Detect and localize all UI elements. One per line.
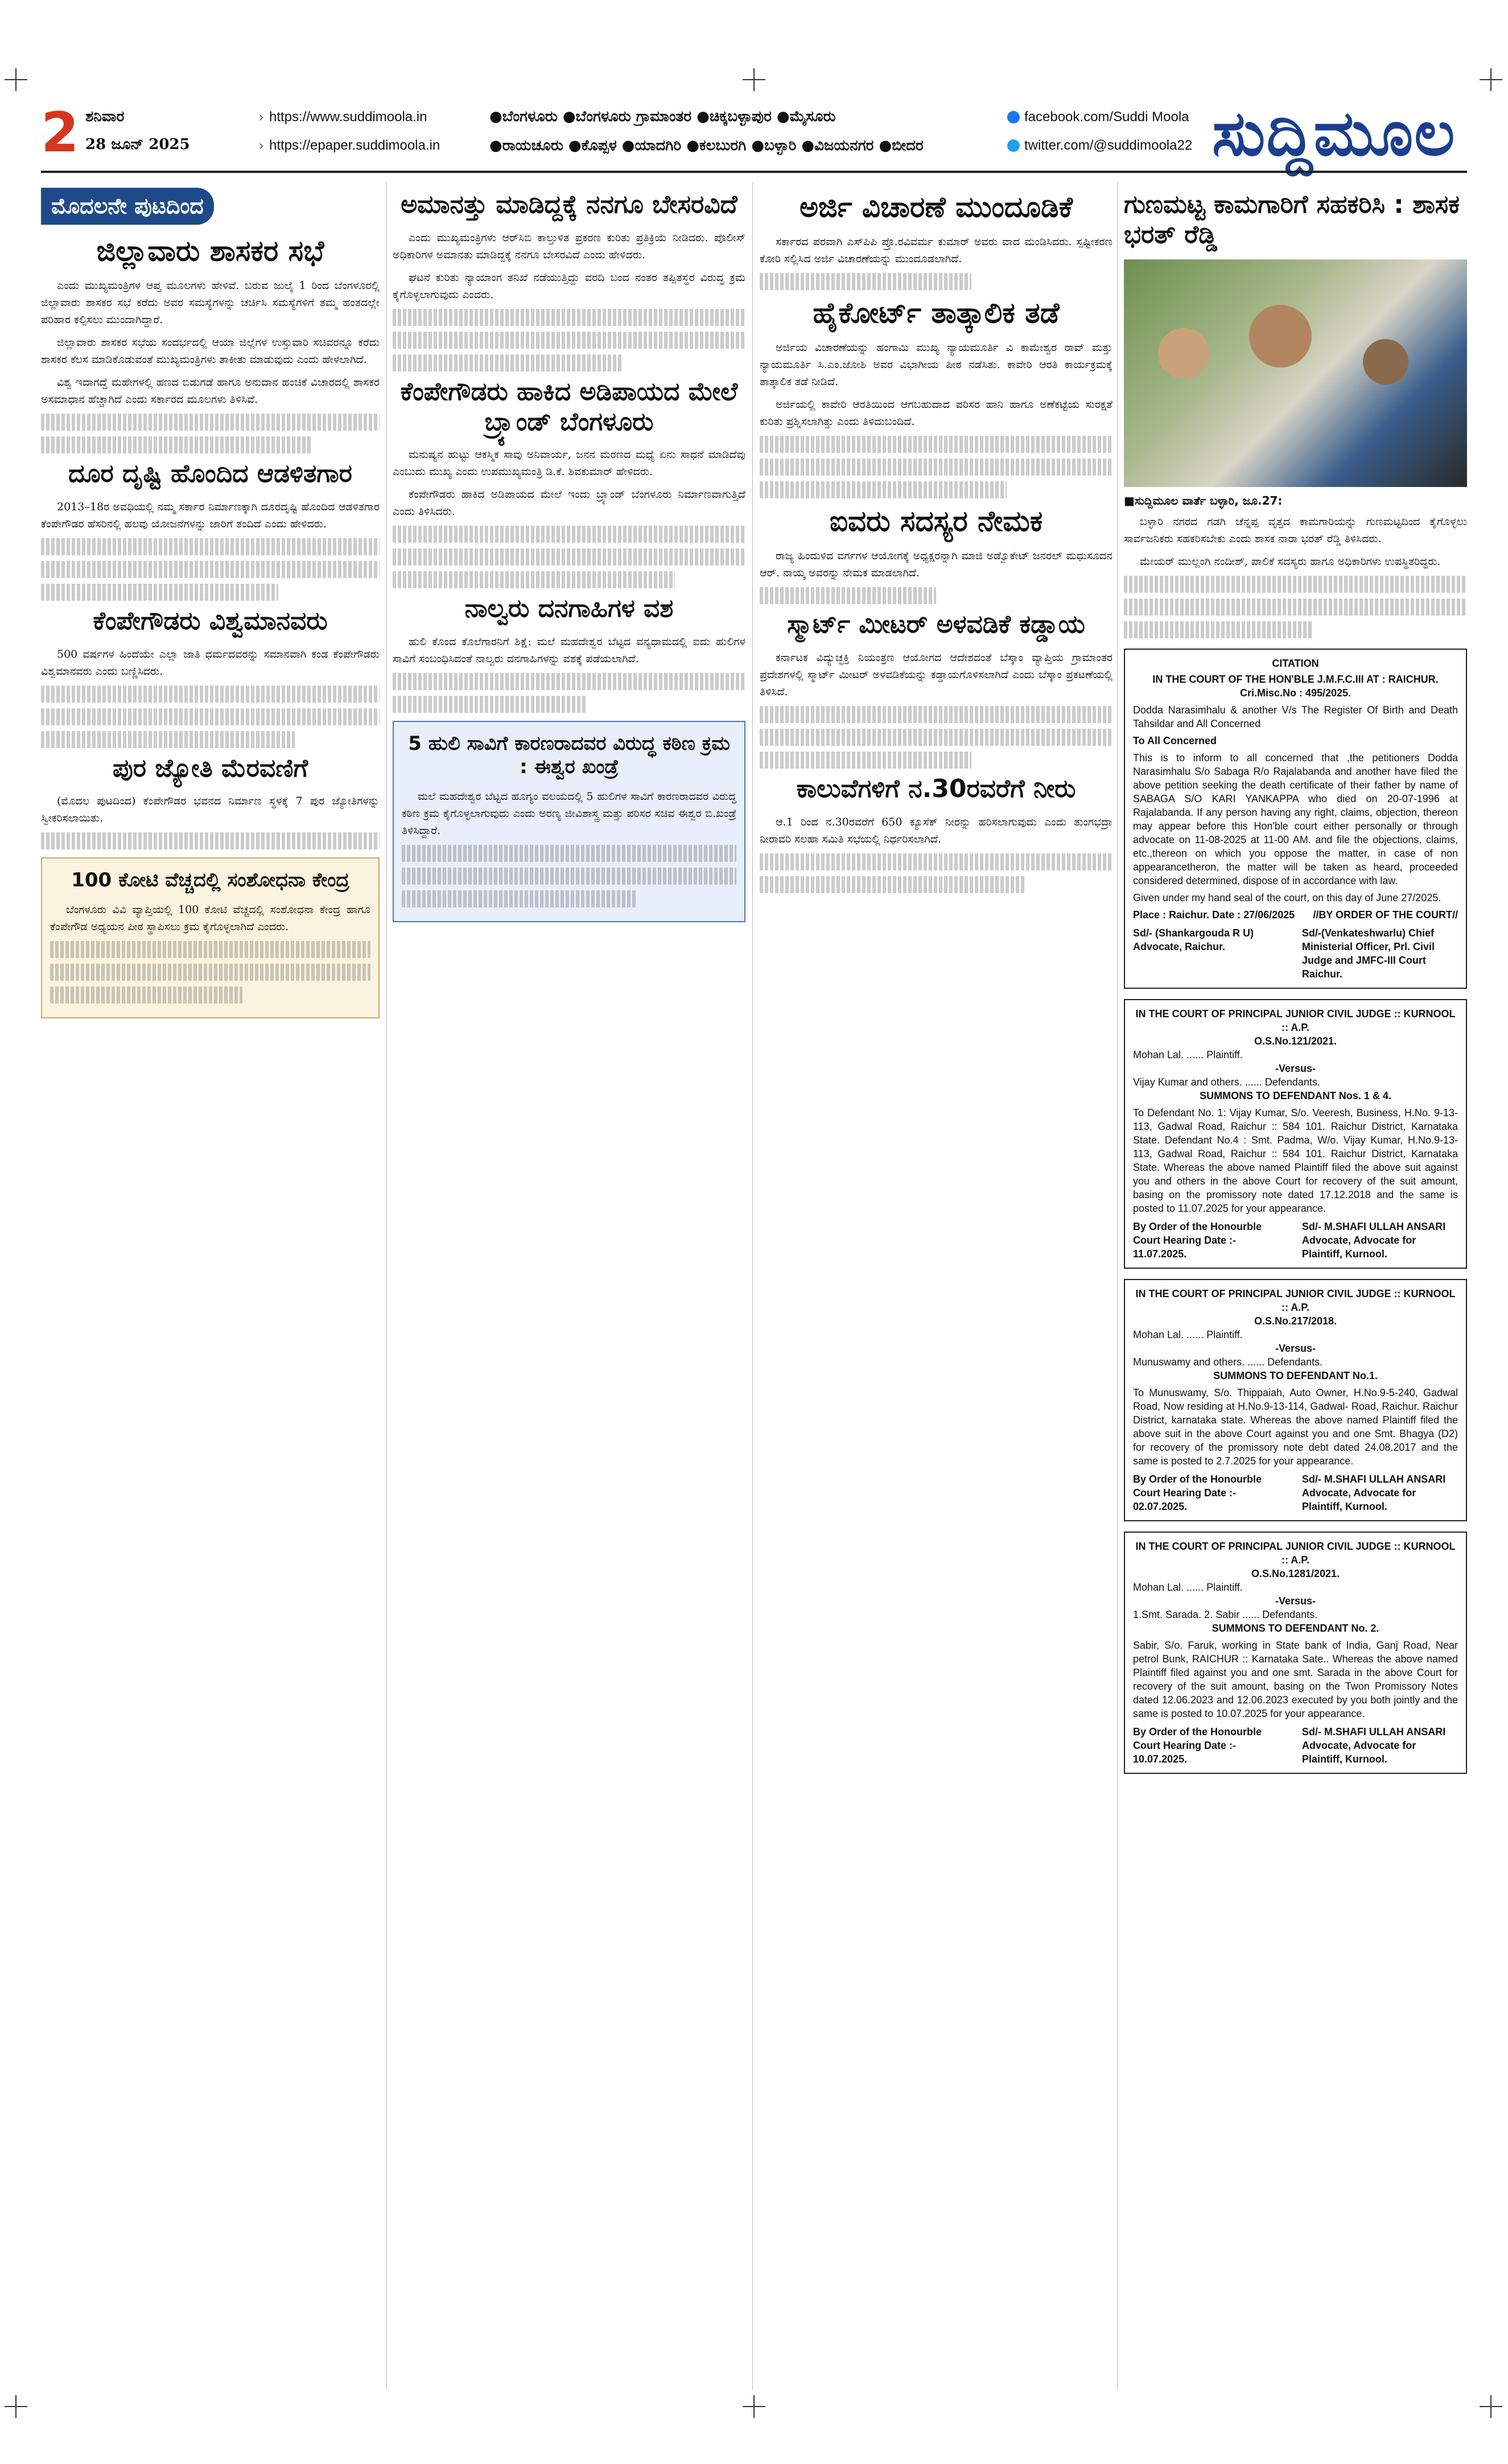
header-rule [41, 171, 1467, 173]
box-headline: 100 ಕೋಟಿ ವೆಚ್ಚದಲ್ಲಿ ಸಂಶೋಧನಾ ಕೇಂದ್ರ [71, 869, 349, 892]
signature-right: Sd/-(Venkateshwarlu) Chief Ministerial Officer, Prl. Civil Judge and JMFC-III Court Raichur. [1301, 927, 1435, 980]
notice-parties: Dodda Narasimhalu & another V/s The Register Of Birth and Death Tahsildar and All Concerned [1133, 704, 1458, 729]
notice-signatures [1133, 1472, 1458, 1513]
headline: ಕೆಂಪೇಗೌಡರು ವಿಶ್ವಮಾನವರು [93, 606, 328, 635]
text-filler [760, 876, 1024, 893]
website-link[interactable]: https://www.suddimoola.in [269, 109, 427, 125]
text-filler [393, 571, 675, 588]
text-filler [393, 526, 745, 543]
headline: ಪುರ ಜ್ಯೋತಿ ಮೆರವಣಿಗೆ [112, 753, 308, 783]
notice-court: IN THE COURT OF PRINCIPAL JUNIOR CIVIL JUDGE :: KURNOOL :: A.P. [1135, 1008, 1456, 1033]
notice-plaintiff: Mohan Lal. ...... Plaintiff. [1133, 1049, 1243, 1060]
newspaper-logo: ಸುದ್ದಿಮೂಲ [1212, 97, 1456, 170]
signature-right: Sd/- M.SHAFI ULLAH ANSARI Advocate, Advocate for Plaintiff, Kurnool. [1301, 1473, 1446, 1512]
notice-versus: -Versus- [1275, 1342, 1316, 1354]
text-filler [50, 987, 242, 1004]
text-filler [760, 729, 1113, 746]
notice-summons: SUMMONS TO DEFENDANT No.1. [1213, 1369, 1378, 1381]
chevron-right-icon: › [259, 138, 263, 153]
article-text: ಹುಲಿ ಕೊಂದ ಕೊಲೆಗಾರನಿಗೆ ಶಿಕ್ಷೆ: ಮಲೆ ಮಹದೇಶ್ವರ ಬೆಟ್ಟದ ವನ್ಯಧಾಮದಲ್ಲಿ ಐದು ಹುಲಿಗಳ ಸಾವಿಗೆ ಸಂಬಂಧಿಸಿದಂತೆ ನಾಲ್ವರು ದನಗಾಹಿಗಳನ್ನು ವಶಕ್ಕೆ ಪಡೆಯಲಾಗಿದೆ. [393, 635, 745, 666]
headline: ಜಿಲ್ಲಾವಾರು ಶಾಸಕರ ಸಭೆ [96, 234, 324, 267]
text-filler [1124, 599, 1467, 616]
issue-date [85, 108, 233, 164]
legal-notice [1124, 999, 1467, 1269]
notice-versus: -Versus- [1275, 1062, 1316, 1074]
highlight-box [393, 721, 745, 922]
text-filler [41, 538, 380, 555]
headline: ಕೆಂಪೇಗೌಡರು ಹಾಕಿದ ಅಡಿಪಾಯದ ಮೇಲೆ ಬ್ರ್ಯಾಂಡ್ ಬೆಂಗಳೂರು [400, 377, 738, 436]
epaper-link[interactable]: https://epaper.suddimoola.in [269, 138, 440, 153]
crop-mark [5, 2395, 27, 2418]
cities-row: ●ರಾಯಚೂರು ●ಕೊಪ್ಪಳ ●ಯಾದಗಿರಿ ●ಕಲಬುರಗಿ ●ಬಳ್ಳಾರಿ ●ವಿಜಯನಗರ ●ಬೀದರ [489, 137, 924, 154]
article-text: 500 ವರ್ಷಗಳ ಹಿಂದೆಯೇ ಎಲ್ಲಾ ಜಾತಿ ಧರ್ಮದವರನ್ನು ಸಮಾನವಾಗಿ ಕಂಡ ಕೆಂಪೇಗೌಡರು ವಿಶ್ವಮಾನವರು ಎಂದು ಬಣ್ಣಿಸಿದರು. [41, 647, 380, 678]
text-filler [760, 752, 971, 769]
notice-given: Given under my hand seal of the court, on this day of June 27/2025. [1133, 892, 1441, 903]
article-text: ಆ.1 ರಿಂದ ನ.30ರವರೆಗೆ 650 ಕ್ಯೂಸೆಕ್ ನೀರನ್ನು ಹರಿಸಲಾಗುವುದು ಎಂದು ತುಂಗಭದ್ರಾ ನೀರಾವರಿ ಸಲಹಾ ಸಮಿತಿ ಸಭೆಯಲ್ಲಿ ನಿರ್ಧರಿಸಲಾಗಿದೆ. [760, 815, 1113, 845]
text-filler [393, 332, 745, 349]
box-text: ಮಲೆ ಮಹದೇಶ್ವರ ಬೆಟ್ಟದ ಹೂಗ್ಯಂ ವಲಯದಲ್ಲಿ 5 ಹುಲಿಗಳ ಸಾವಿಗೆ ಕಾರಣರಾದವರ ವಿರುದ್ಧ ಕಠಿಣ ಕ್ರಮ ಕೈಗೊಳ್ಳಲಾಗುವುದು ಎಂದು ಅರಣ್ಯ ಜೀವಿಶಾಸ್ತ್ರ ಮತ್ತು ಪರಿಸರ ಸಚಿವ ಈಶ್ವರ ಬಿ.ಖಂಡ್ರೆ ತಿಳಿಸಿದ್ದಾರೆ. [402, 790, 736, 837]
section-kicker: ಮೊದಲನೇ ಪುಟದಿಂದ [41, 188, 214, 225]
notice-addressee: To All Concerned [1133, 734, 1217, 746]
text-filler [41, 436, 312, 453]
notice-plaintiff: Mohan Lal. ...... Plaintiff. [1133, 1328, 1243, 1340]
text-filler [41, 561, 380, 578]
legal-notice [1124, 1532, 1467, 1774]
text-filler [393, 354, 622, 372]
column-1 [41, 188, 380, 1018]
article-text: ಅರ್ಜಿಯಲ್ಲಿ ಕಾವೇರಿ ಆರತಿಯಿಂದ ಆಗಬಹುದಾದ ಪರಿಸರ ಹಾನಿ ಹಾಗೂ ಅಣೆಕಟ್ಟೆಯ ಸುರಕ್ಷತೆ ಕುರಿತು ಪ್ರಶ್ನಿಸಲಾಗಿತ್ತು ಎಂದು ತಿಳಿದುಬಂದಿದೆ. [760, 398, 1113, 428]
text-filler [393, 696, 587, 713]
article-text: ಎಂದು ಮುಖ್ಯಮಂತ್ರಿಗಳು ಆರ್‌ಸಿಬಿ ಕಾಲ್ತುಳಿತ ಪ್ರಕರಣ ಕುರಿತು ಪ್ರತಿಕ್ರಿಯೆ ನೀಡಿದರು. ಪೊಲೀಸ್ ಅಧಿಕಾರಿಗಳ ಅಮಾನತು ಮಾಡಿದ್ದಕ್ಕೆ ನನಗೂ ಬೇಸರವಿದೆ ಎಂದು ಹೇಳಿದರು. [393, 231, 745, 261]
article-text: ಅರ್ಜಿಯ ವಿಚಾರಣೆಯನ್ನು ಹಂಗಾಮಿ ಮುಖ್ಯ ನ್ಯಾಯಮೂರ್ತಿ ವಿ ಕಾಮೇಶ್ವರ ರಾವ್ ಮತ್ತು ನ್ಯಾಯಮೂರ್ತಿ ಸಿ.ಎಂ.ಜೋಶಿ ಅವರ ವಿಭಾಗೀಯ ಪೀಠ ನಡೆಸಿತು. ಕಾವೇರಿ ಆರತಿ ಕಾರ್ಯಕ್ರಮಕ್ಕೆ ತಾತ್ಕಾಲಿಕ ತಡೆ ನೀಡಿದೆ. [760, 341, 1113, 388]
signature-left: By Order of the Honourble Court Hearing Date :- 11.07.2025. [1133, 1220, 1262, 1260]
column-divider [752, 182, 753, 2389]
crop-mark [743, 68, 765, 91]
crop-mark [743, 2395, 765, 2418]
text-filler [1124, 621, 1313, 638]
text-filler [1124, 576, 1467, 593]
article-text: 2013–18ರ ಅವಧಿಯಲ್ಲಿ ನಮ್ಮ ಸರ್ಕಾರ ನಿರ್ಮಾಣಕ್ಕಾಗಿ ದೂರದೃಷ್ಟಿ ಹೊಂದಿದ ಆಡಳಿತಗಾರ ಕೆಂಪೇಗೌಡರ ಹೆಸರಿನಲ್ಲಿ ಹಲವು ಯೋಜನೆಗಳನ್ನು ಜಾರಿಗೆ ತಂದಿದೆ ಎಂದು ಹೇಳಿದರು. [41, 500, 380, 530]
edition-cities [489, 108, 1019, 166]
text-filler [760, 853, 1113, 870]
notice-defendants: Vijay Kumar and others. ...... Defendants. [1133, 1076, 1320, 1088]
article-text: ಕೆಂಪೇಗೌಡರು ಹಾಕಿದ ಅಡಿಪಾಯದ ಮೇಲೆ ಇಂದು ಬ್ರ್ಯಾಂಡ್ ಬೆಂಗಳೂರು ನಿರ್ಮಾಣವಾಗುತ್ತಿದೆ ಎಂದು ತಿಳಿಸಿದರು. [393, 488, 745, 518]
text-filler [402, 845, 736, 862]
notice-case: O.S.No.121/2021. [1254, 1035, 1337, 1047]
article-text: ಜಿಲ್ಲಾವಾರು ಶಾಸಕರ ಸಭೆಯ ಸಂದರ್ಭದಲ್ಲಿ ಆಯಾ ಜಿಲ್ಲೆಗಳ ಉಸ್ತುವಾರಿ ಸಚಿವರನ್ನೂ ಕರೆದು ಶಾಸಕರ ಕೆಲಸ ಮಾಡಿಕೊಡುವಂತೆ ಮುಖ್ಯಮಂತ್ರಿಗಳು ತಾಕೀತು ಮಾಡುವುದು ಎಂದು ಹೇಳಲಾಗಿದೆ. [41, 336, 380, 366]
column-4 [1124, 188, 1467, 1774]
notice-defendants: 1.Smt. Sarada. 2. Sabir ...... Defendants. [1133, 1608, 1318, 1620]
notice-plaintiff: Mohan Lal. ...... Plaintiff. [1133, 1581, 1243, 1593]
notice-title: CITATION [1272, 657, 1319, 669]
page-number: 2 [41, 101, 79, 164]
headline: ಅರ್ಜಿ ವಿಚಾರಣೆ ಮುಂದೂಡಿಕೆ [800, 191, 1073, 224]
notice-court: IN THE COURT OF PRINCIPAL JUNIOR CIVIL JUDGE :: KURNOOL :: A.P. [1135, 1540, 1456, 1566]
facebook-icon [1007, 111, 1020, 123]
column-3 [760, 188, 1113, 899]
legal-notice [1124, 649, 1467, 989]
headline: ಐವರು ಸದಸ್ಯರ ನೇಮಕ [829, 505, 1043, 538]
person-figure [1158, 328, 1209, 379]
article-text: ಬಳ್ಳಾರಿ ನಗರದ ಗಡಗಿ ಚೆನ್ನಪ್ಪ ವೃತ್ತದ ಕಾಮಗಾರಿಯನ್ನು ಗುಣಮಟ್ಟದಿಂದ ಕೈಗೊಳ್ಳಲು ಸಾರ್ವಜನಿಕರು ಸಹಕರಿಸಬೇಕು ಎಂದು ಶಾಸಕ ನಾರಾ ಭರತ್ ರೆಡ್ಡಿ ತಿಳಿಸಿದರು. [1124, 515, 1467, 545]
article-text: ಎಂದು ಮುಖ್ಯಮಂತ್ರಿಗಳ ಆಪ್ತ ಮೂಲಗಳು ಹೇಳಿವೆ. ಬರುವ ಜುಲೈ 1 ರಿಂದ ಬೆಂಗಳೂರಲ್ಲಿ ಜಿಲ್ಲಾವಾರು ಶಾಸಕರ ಸಭೆ ಕರೆದು ಅವರ ಸಮಸ್ಯೆಗಳನ್ನು ಚರ್ಚಿಸಿ ಸಮಸ್ಯೆಗಳಿಗೆ ತಮ್ಮ ಹಂತದಲ್ಲೇ ಪರಿಹಾರ ಕಲ್ಪಿಸಲು ಮುಂದಾಗಿದ್ದಾರೆ. [41, 279, 380, 326]
headline: ಕಾಲುವೆಗಳಿಗೆ ನ.30ರವರೆಗೆ ನೀರು [796, 774, 1076, 803]
text-filler [41, 708, 380, 725]
signature-left: By Order of the Honourble Court Hearing Date :- 10.07.2025. [1133, 1726, 1262, 1765]
headline: ಸ್ಮಾರ್ಟ್ ಮೀಟರ್ ಅಳವಡಿಕೆ ಕಡ್ಡಾಯ [787, 610, 1085, 639]
article-text: ರಾಜ್ಯ ಹಿಂದುಳಿದ ವರ್ಗಗಳ ಆಯೋಗಕ್ಕೆ ಅಧ್ಯಕ್ಷರನ್ನಾಗಿ ಮಾಜಿ ಅಡ್ವೊಕೇಟ್ ಜನರಲ್ ಮಧುಸೂದನ ಆರ್. ನಾಯ್ಕ ಅವರನ್ನು ನೇಮಕ ಮಾಡಲಾಗಿದೆ. [760, 550, 1113, 579]
text-filler [393, 548, 745, 566]
notice-signatures [1133, 926, 1458, 981]
notice-summons: SUMMONS TO DEFENDANT Nos. 1 & 4. [1200, 1089, 1391, 1101]
text-filler [760, 459, 1113, 476]
article-text: (ಮೊದಲ ಪುಟದಿಂದ) ಕೆಂಪೇಗೌಡರ ಭವನದ ನಿರ್ಮಾಣ ಸ್ಥಳಕ್ಕೆ 7 ಪುರ ಜ್ಯೋತಿಗಳನ್ನು ಸ್ವೀಕರಿಸಲಾಯಿತು. [41, 795, 380, 825]
news-photo [1124, 259, 1467, 487]
text-filler [402, 868, 736, 885]
signature-right: Sd/- M.SHAFI ULLAH ANSARI Advocate, Advocate for Plaintiff, Kurnool. [1301, 1726, 1446, 1765]
person-figure [1249, 305, 1312, 368]
text-filler [760, 481, 1007, 498]
text-filler [760, 706, 1113, 723]
date: 28 ಜೂನ್ 2025 [85, 136, 190, 153]
crop-mark [1480, 68, 1502, 91]
notice-versus: -Versus- [1275, 1595, 1316, 1607]
text-filler [402, 890, 636, 907]
person-figure [1363, 339, 1408, 385]
headline: ಅಮಾನತ್ತು ಮಾಡಿದ್ದಕ್ಕೆ ನನಗೂ ಬೇಸರವಿದೆ [401, 190, 737, 219]
signature-left: Sd/- (Shankargouda R U) Advocate, Raichur. [1133, 927, 1254, 952]
article-text: ವಿಶ್ವ ಇದಾಗದ್ದೆ ಮಹೇಗಳಲ್ಲಿ ಹಣದ ಬಿಡುಗಡೆ ಹಾಗೂ ಅನುದಾನ ಹಂಚಿಕೆ ವಿಚಾರದಲ್ಲಿ ಶಾಸಕರ ಅಸಮಾಧಾನ ಹೆಚ್ಚಾಗಿದೆ ಎಂದು ಸರ್ಕಾರದ ಮೂಲಗಳು ತಿಳಿಸಿವೆ. [41, 376, 380, 406]
signature-right: Sd/- M.SHAFI ULLAH ANSARI Advocate, Advocate for Plaintiff, Kurnool. [1301, 1220, 1446, 1260]
notice-body: To Munuswamy, S/o. Thippaiah, Auto Owner, H.No.9-5-240, Gadwal Road, Now residing at H.No.9-13-114, Gadwal- Road, Raichur. Raichur District, karnataka state. Whereas the above named Plaintiff filed the above suit in the above Court against you and one Smt. Bhagya (D2) for recovery of the promissory note debt dated 24.08.2017 and the same is posted to 2.7.2025 for your appearance. [1133, 1386, 1458, 1467]
article-text: ಮನುಷ್ಯನ ಹುಟ್ಟು ಆಕಸ್ಮಿಕ ಸಾವು ಅನಿವಾರ್ಯ, ಜನನ ಮರಣದ ಮಧ್ಯೆ ಏನು ಸಾಧನೆ ಮಾಡಿದೆವು ಎಂಬುದು ಮುಖ್ಯ ಎಂದು ಉಪಮುಖ್ಯಮಂತ್ರಿ ಡಿ.ಕೆ. ಶಿವಕುಮಾರ್ ಹೇಳಿದರು. [393, 448, 745, 478]
text-filler [760, 436, 1113, 453]
text-filler [393, 309, 745, 326]
text-filler [41, 686, 380, 703]
notice-case: O.S.No.1281/2021. [1251, 1567, 1340, 1579]
headline: ಗುಣಮಟ್ಟ ಕಾಮಗಾರಿಗೆ ಸಹಕರಿಸಿ : ಶಾಸಕ ಭರತ್ ರೆಡ್ಡಿ [1124, 190, 1460, 249]
text-filler [760, 587, 936, 604]
notice-order: //BY ORDER OF THE COURT// [1313, 909, 1458, 921]
notice-place: Place : Raichur. Date : 27/06/2025 [1133, 909, 1295, 921]
notice-body: To Defendant No. 1: Vijay Kumar, S/o. Veeresh, Business, H.No. 9-13-113, Gadwal Road, Raichur :: 584 101. Raichur District, Karnataka State. Defendant No.4 : Smt. Padma, W/o. Vijay Kumar, H.No.9-13-113, Gadwal Road, Raichur :: 584 101. Raichur District, Karnataka State. Whereas the above named Plaintiff filed the above suit against you and others in the above Court for recovery of the suit amount, basing on the promissory note dated 17.12.2018 and the same is posted to 11.07.2025 for your appearance. [1133, 1107, 1458, 1214]
article-text: ಮೇಯರ್ ಮುಲ್ಲಂಗಿ ನಂದೀಶ್, ಪಾಲಿಕೆ ಸದಸ್ಯರು ಹಾಗೂ ಅಧಿಕಾರಿಗಳು ಉಪಸ್ಥಿತರಿದ್ದರು. [1140, 555, 1441, 568]
photo-caption: ■ಸುದ್ದಿಮೂಲ ವಾರ್ತೆ ಬಳ್ಳಾರಿ, ಜೂ.27: [1124, 493, 1283, 507]
notice-court: IN THE COURT OF THE HON'BLE J.M.F.C.III AT : RAICHUR. [1152, 673, 1439, 685]
column-divider [1117, 182, 1118, 2389]
notice-signatures [1133, 1725, 1458, 1766]
headline: ನಾಲ್ವರು ದನಗಾಹಿಗಳ ವಶ [464, 594, 674, 624]
text-filler [41, 731, 295, 748]
notice-case: Cri.Misc.No : 495/2025. [1239, 687, 1352, 699]
signature-left: By Order of the Honourble Court Hearing Date :- 02.07.2025. [1133, 1473, 1262, 1512]
notice-case: O.S.No.217/2018. [1254, 1315, 1337, 1327]
notice-summons: SUMMONS TO DEFENDANT No. 2. [1212, 1622, 1379, 1634]
web-links [259, 109, 440, 166]
twitter-link[interactable]: twitter.com/@suddimoola22 [1024, 138, 1193, 153]
text-filler [50, 964, 370, 981]
article-text: ಘಟನೆ ಕುರಿತು ನ್ಯಾಯಾಂಗ ತನಿಖೆ ನಡೆಯುತ್ತಿದ್ದು ವರದಿ ಬಂದ ನಂತರ ತಪ್ಪಿತಸ್ಥರ ವಿರುದ್ಧ ಕ್ರಮ ಕೈಗೊಳ್ಳಲಾಗುವುದು ಎಂದರು. [393, 271, 745, 301]
social-links [1007, 109, 1192, 166]
text-filler [41, 584, 278, 601]
notice-court: IN THE COURT OF PRINCIPAL JUNIOR CIVIL JUDGE :: KURNOOL :: A.P. [1135, 1287, 1456, 1313]
facebook-link[interactable]: facebook.com/Suddi Moola [1024, 109, 1189, 125]
column-divider [386, 182, 387, 2389]
notice-body: Sabir, S/o. Faruk, working in State bank of India, Ganj Road, Near petrol Bunk, RAICHUR :: Karnataka Sate.. Whereas the above named Plaintiff filed against you and one smt. Sarada in the above Court for recovery of the suit amount, basing on the Twon Promissory Notes dated 12.06.2023 and 12.06.2023 executed by you both jointly and the same is posted to 10.07.2025 for your appearance. [1133, 1639, 1458, 1719]
notice-signatures [1133, 1220, 1458, 1261]
text-filler [393, 673, 745, 690]
legal-notice [1124, 1279, 1467, 1521]
text-filler [50, 941, 370, 958]
twitter-icon [1007, 139, 1020, 152]
notice-footer [1133, 908, 1458, 922]
column-2 [393, 188, 745, 922]
box-headline: 5 ಹುಲಿ ಸಾವಿಗೆ ಕಾರಣರಾದವರ ವಿರುದ್ಧ ಕಠಿಣ ಕ್ರಮ : ಈಶ್ವರ ಖಂಡ್ರೆ [408, 732, 730, 778]
box-text: ಬೆಂಗಳೂರು ವಿವಿ ವ್ಯಾಪ್ತಿಯಲ್ಲಿ 100 ಕೋಟಿ ವೆಚ್ಚದಲ್ಲಿ ಸಂಶೋಧನಾ ಕೇಂದ್ರ ಹಾಗೂ ಕೆಂಪೇಗೌಡ ಅಧ್ಯಯನ ಪೀಠ ಸ್ಥಾಪಿಸಲು ಕ್ರಮ ಕೈಗೊಳ್ಳಲಾಗಿದೆ ಎಂದರು. [50, 903, 370, 934]
highlight-box [41, 857, 380, 1018]
notice-defendants: Munuswamy and others. ...... Defendants. [1133, 1356, 1323, 1368]
headline: ಹೈಕೋರ್ಟ್ ತಾತ್ಕಾಲಿಕ ತಡೆ [813, 296, 1060, 329]
headline: ದೂರ ದೃಷ್ಟಿ ಹೊಂದಿದ ಆಡಳಿತಗಾರ [68, 459, 352, 488]
text-filler [41, 832, 380, 849]
day: ಶನಿವಾರ [85, 108, 125, 125]
article-text: ಕರ್ನಾಟಕ ವಿದ್ಯುಚ್ಛಕ್ತಿ ನಿಯಂತ್ರಣ ಆಯೋಗದ ಆದೇಶದಂತೆ ಬೆಸ್ಕಾಂ ವ್ಯಾಪ್ತಿಯ ಗ್ರಾಮಾಂತರ ಪ್ರದೇಶಗಳಲ್ಲಿ ಸ್ಮಾರ್ಟ್ ಮೀಟರ್ ಅಳವಡಿಕೆಯನ್ನು ಕಡ್ಡಾಯಗೊಳಿಸಲಾಗಿದೆ ಎಂದು ಬೆಸ್ಕಾಂ ಪ್ರಕಟಣೆಯಲ್ಲಿ ತಿಳಿಸಿದೆ. [760, 651, 1113, 698]
article-text: ಸರ್ಕಾರದ ಪರವಾಗಿ ಎಸ್‌ಪಿಪಿ ಪ್ರೊ.ರವಿವರ್ಮ ಕುಮಾರ್ ಅವರು ವಾದ ಮಂಡಿಸಿದರು. ಸ್ಪಷ್ಟೀಕರಣ ಕೋರಿ ಸಲ್ಲಿಸಿದ ಅರ್ಜಿ ವಿಚಾರಣೆಯನ್ನು ಮುಂದೂಡಲಾಗಿದೆ. [760, 236, 1113, 265]
crop-mark [5, 68, 27, 91]
text-filler [41, 414, 380, 431]
text-filler [760, 273, 971, 290]
chevron-right-icon: › [259, 109, 263, 125]
notice-body: This is to inform to all concerned that ,the petitioners Dodda Narasimhalu S/o Sabaga R/o Rajalabanda and another have filed the above petition seeking the death certificate of their father by name of SABAGA S/O KARI YANKAPPA who died on 20-07-1996 at Rajalabanda. If any person having any right, claims, objection, thereon may appear before this Hon'ble court either personally or through advocate on 11-08-2025 at 11-00 AM. and file the objections, claims, etc.,thereon on which you oppose the matter, in case of non appearancetheron, the matter will be taken as heard, proceeded considered determined, dispose of in accordance with law. [1133, 752, 1458, 886]
cities-row: ●ಬೆಂಗಳೂರು ●ಬೆಂಗಳೂರು ಗ್ರಾಮಾಂತರ ●ಚಿಕ್ಕಬಳ್ಳಾಪುರ ●ಮೈಸೂರು [489, 108, 836, 125]
crop-mark [1480, 2395, 1502, 2418]
